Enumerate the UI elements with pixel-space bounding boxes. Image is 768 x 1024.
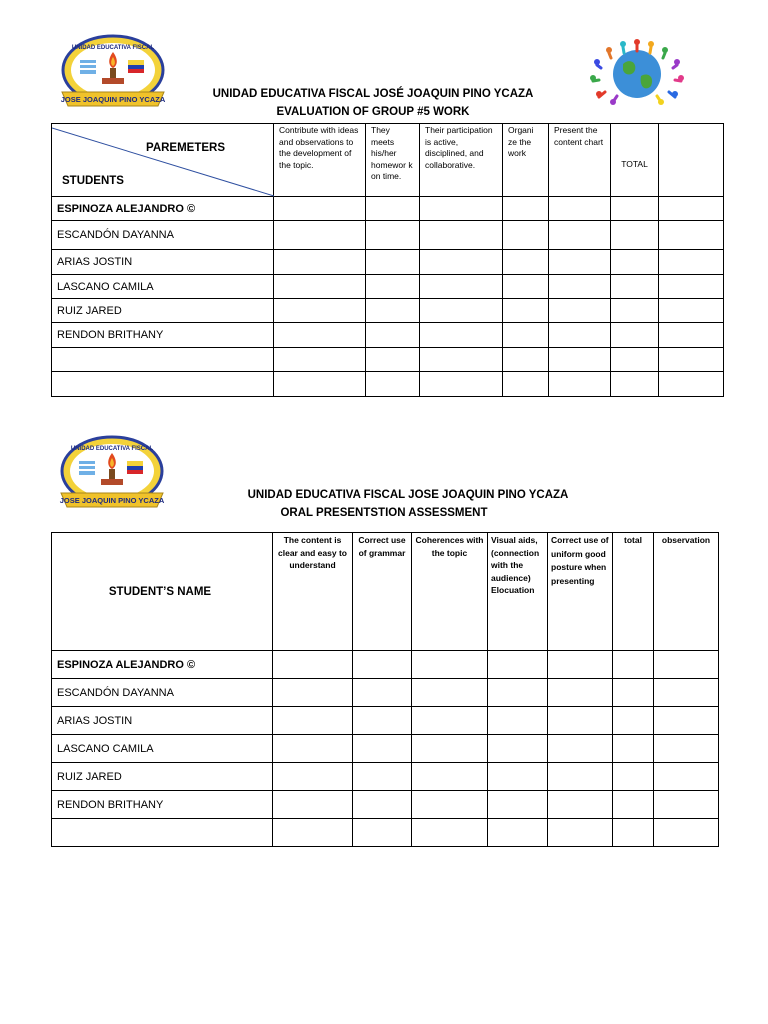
score-cell[interactable] [488, 735, 548, 763]
score-cell[interactable] [366, 221, 420, 250]
score-cell[interactable] [549, 275, 611, 299]
column-header: They meets his/her homewor k on time. [366, 124, 420, 197]
score-cell[interactable] [549, 323, 611, 348]
score-cell[interactable] [611, 323, 659, 348]
school-logo [55, 433, 169, 513]
score-cell[interactable] [274, 299, 366, 323]
score-cell[interactable] [412, 735, 488, 763]
score-cell[interactable] [366, 323, 420, 348]
student-name-header: STUDENT’S NAME [52, 533, 273, 651]
total-column-header: total [613, 533, 654, 651]
observation-column-header: observation [654, 533, 719, 651]
score-cell[interactable] [488, 679, 548, 707]
score-cell[interactable] [420, 197, 503, 221]
score-cell[interactable] [274, 323, 366, 348]
score-cell[interactable] [503, 250, 549, 275]
column-header: Visual aids, (connection with the audience) Elocuation [488, 533, 548, 651]
score-cell[interactable] [654, 707, 719, 735]
score-cell[interactable] [412, 791, 488, 819]
score-cell[interactable] [611, 197, 659, 221]
score-cell[interactable] [503, 348, 549, 372]
score-cell[interactable] [353, 651, 412, 679]
score-cell[interactable] [353, 791, 412, 819]
score-cell[interactable] [548, 707, 613, 735]
score-cell[interactable] [420, 275, 503, 299]
score-cell[interactable] [412, 819, 488, 847]
student-name: ESCANDÓN DAYANNA [52, 221, 274, 250]
score-cell[interactable] [503, 299, 549, 323]
score-cell[interactable] [366, 299, 420, 323]
score-cell[interactable] [273, 679, 353, 707]
oral-presentation-table [51, 532, 719, 847]
score-cell[interactable] [548, 763, 613, 791]
svg-text:JOSE JOAQUIN PINO YCAZA: JOSE JOAQUIN PINO YCAZA [60, 95, 166, 104]
score-cell[interactable] [366, 197, 420, 221]
score-cell[interactable] [659, 275, 724, 299]
svg-text:JOSE JOAQUIN PINO YCAZA: JOSE JOAQUIN PINO YCAZA [59, 496, 165, 505]
column-header: Their participation is active, disciplined, and collaborative. [420, 124, 503, 197]
score-cell[interactable] [659, 221, 724, 250]
score-cell[interactable] [548, 791, 613, 819]
score-cell[interactable] [412, 707, 488, 735]
score-cell[interactable] [613, 679, 654, 707]
score-cell[interactable] [613, 819, 654, 847]
score-cell[interactable] [548, 819, 613, 847]
score-cell[interactable] [659, 299, 724, 323]
score-cell[interactable] [353, 707, 412, 735]
student-name: ARIAS JOSTIN [52, 707, 273, 735]
score-cell[interactable] [273, 819, 353, 847]
column-header: Correct use of uniform good posture when presenting [548, 533, 613, 651]
score-cell[interactable] [488, 791, 548, 819]
score-cell[interactable] [611, 372, 659, 397]
score-cell[interactable] [654, 763, 719, 791]
score-cell[interactable] [503, 197, 549, 221]
score-cell[interactable] [611, 221, 659, 250]
score-cell[interactable] [659, 323, 724, 348]
score-cell[interactable] [549, 221, 611, 250]
student-name: LASCANO CAMILA [52, 735, 273, 763]
score-cell[interactable] [654, 651, 719, 679]
svg-text:UNIDAD EDUCATIVA FISCAL: UNIDAD EDUCATIVA FISCAL [70, 446, 154, 452]
student-name: RENDON BRITHANY [52, 791, 273, 819]
student-name: ESPINOZA ALEJANDRO © [52, 197, 274, 221]
student-name [52, 819, 273, 847]
column-header: Organi ze the work [503, 124, 549, 197]
student-name [52, 348, 274, 372]
group-evaluation-table [51, 123, 724, 397]
score-cell[interactable] [611, 275, 659, 299]
score-cell[interactable] [503, 221, 549, 250]
score-cell[interactable] [274, 275, 366, 299]
score-cell[interactable] [654, 735, 719, 763]
score-cell[interactable] [366, 250, 420, 275]
section2-subtitle: ORAL PRESENTSTION ASSESSMENT [280, 507, 488, 519]
score-cell[interactable] [274, 372, 366, 397]
score-cell[interactable] [548, 651, 613, 679]
score-cell[interactable] [420, 299, 503, 323]
score-cell[interactable] [654, 791, 719, 819]
score-cell[interactable] [611, 299, 659, 323]
section2-title: UNIDAD EDUCATIVA FISCAL JOSE JOAQUIN PINO YCAZA [247, 489, 569, 501]
student-name: RENDON BRITHANY [52, 323, 274, 348]
score-cell[interactable] [548, 679, 613, 707]
parameters-label: PAREMETERS [146, 142, 226, 154]
score-cell[interactable] [420, 221, 503, 250]
score-cell[interactable] [659, 197, 724, 221]
student-name: ESCANDÓN DAYANNA [52, 679, 273, 707]
svg-text:UNIDAD EDUCATIVA FISCAL: UNIDAD EDUCATIVA FISCAL [71, 45, 155, 51]
score-cell[interactable] [503, 372, 549, 397]
score-cell[interactable] [613, 651, 654, 679]
score-cell[interactable] [412, 651, 488, 679]
score-cell[interactable] [274, 348, 366, 372]
column-header: Contribute with ideas and observations to the development of the topic. [274, 124, 366, 197]
parameters-students-corner [52, 124, 274, 197]
score-cell[interactable] [273, 791, 353, 819]
section1-title: UNIDAD EDUCATIVA FISCAL JOSÉ JOAQUIN PINO YCAZA [212, 88, 534, 100]
student-name: RUIZ JARED [52, 763, 273, 791]
score-cell[interactable] [353, 763, 412, 791]
score-cell[interactable] [273, 651, 353, 679]
score-cell[interactable] [412, 763, 488, 791]
score-cell[interactable] [412, 679, 488, 707]
total-column-header: TOTAL [611, 124, 659, 197]
score-cell[interactable] [366, 372, 420, 397]
score-cell[interactable] [503, 275, 549, 299]
score-cell[interactable] [549, 250, 611, 275]
score-cell[interactable] [273, 735, 353, 763]
score-cell[interactable] [654, 679, 719, 707]
score-cell[interactable] [273, 763, 353, 791]
score-cell[interactable] [353, 819, 412, 847]
score-cell[interactable] [549, 197, 611, 221]
score-cell[interactable] [613, 763, 654, 791]
score-cell[interactable] [659, 372, 724, 397]
score-cell[interactable] [549, 299, 611, 323]
column-header: The content is clear and easy to understand [273, 533, 353, 651]
score-cell[interactable] [548, 735, 613, 763]
score-cell[interactable] [659, 348, 724, 372]
score-cell[interactable] [420, 250, 503, 275]
score-cell[interactable] [353, 679, 412, 707]
student-name: RUIZ JARED [52, 299, 274, 323]
column-header: Correct use of grammar [353, 533, 412, 651]
score-cell[interactable] [654, 819, 719, 847]
score-cell[interactable] [420, 323, 503, 348]
score-cell[interactable] [611, 348, 659, 372]
student-name: ARIAS JOSTIN [52, 250, 274, 275]
score-cell[interactable] [488, 707, 548, 735]
score-cell[interactable] [611, 250, 659, 275]
column-header: Present the content chart [549, 124, 611, 197]
score-cell[interactable] [488, 819, 548, 847]
score-cell[interactable] [488, 651, 548, 679]
score-cell[interactable] [613, 791, 654, 819]
students-label: STUDENTS [62, 175, 124, 187]
student-name: LASCANO CAMILA [52, 275, 274, 299]
section1-subtitle: EVALUATION OF GROUP #5 WORK [276, 106, 470, 118]
score-cell[interactable] [503, 323, 549, 348]
student-name: ESPINOZA ALEJANDRO © [52, 651, 273, 679]
score-cell[interactable] [659, 250, 724, 275]
column-header [659, 124, 724, 197]
column-header: Coherences with the topic [412, 533, 488, 651]
school-logo [56, 32, 170, 112]
score-cell[interactable] [420, 372, 503, 397]
score-cell[interactable] [273, 707, 353, 735]
score-cell[interactable] [420, 348, 503, 372]
score-cell[interactable] [613, 707, 654, 735]
score-cell[interactable] [549, 372, 611, 397]
score-cell[interactable] [274, 197, 366, 221]
score-cell[interactable] [274, 221, 366, 250]
score-cell[interactable] [488, 763, 548, 791]
score-cell[interactable] [274, 250, 366, 275]
score-cell[interactable] [549, 348, 611, 372]
score-cell[interactable] [353, 735, 412, 763]
score-cell[interactable] [613, 735, 654, 763]
score-cell[interactable] [366, 348, 420, 372]
score-cell[interactable] [366, 275, 420, 299]
student-name [52, 372, 274, 397]
